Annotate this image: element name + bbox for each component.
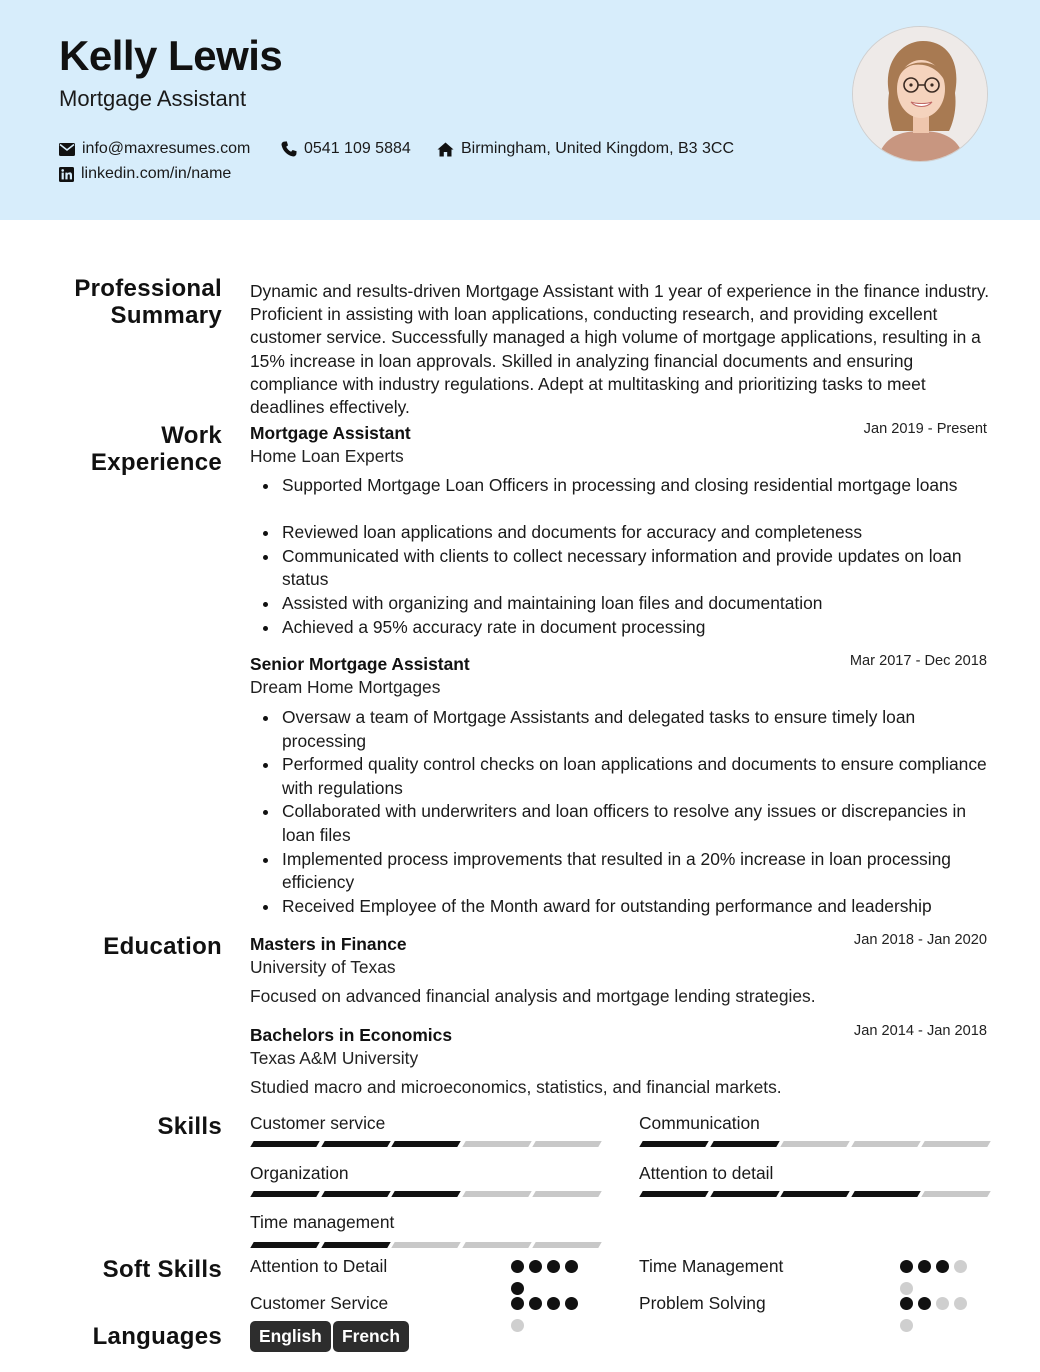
skill-level-bar (252, 1242, 600, 1248)
rating-dot (529, 1260, 542, 1273)
linkedin-icon (59, 167, 74, 182)
rating-dot (936, 1260, 949, 1273)
rating-dot (565, 1297, 578, 1310)
skill-level-segment (710, 1141, 779, 1147)
email-text: info@maxresumes.com (82, 140, 251, 157)
skill-level-segment (922, 1141, 991, 1147)
skill-level-segment (391, 1242, 460, 1248)
summary-heading-line-2: Summary (110, 302, 222, 329)
soft-skill-name: Attention to Detail (250, 1256, 388, 1276)
rating-dot (511, 1297, 524, 1310)
contact-phone[interactable] (281, 140, 411, 158)
rating-dot (547, 1297, 560, 1310)
experience-heading-line-1: Work (161, 422, 222, 449)
rating-dot (511, 1319, 524, 1332)
resume-header (0, 0, 1040, 220)
skill-name: Attention to detail (639, 1163, 774, 1183)
education-dates: Jan 2014 - Jan 2018 (853, 1023, 987, 1039)
skill-level-segment (533, 1191, 602, 1197)
job-company: Dream Home Mortgages (250, 677, 441, 697)
skill-level-segment (321, 1141, 390, 1147)
envelope-icon (59, 143, 75, 156)
address-text: Birmingham, United Kingdom, B3 3CC (461, 140, 735, 157)
job-dates: Jan 2019 - Present (863, 421, 987, 437)
school-name: Texas A&M University (250, 1048, 419, 1068)
skill-name: Customer service (250, 1113, 386, 1133)
skill-level-bar (252, 1191, 600, 1197)
rating-dot (565, 1260, 578, 1273)
skill-level-segment (851, 1141, 920, 1147)
summary-text: Dynamic and results-driven Mortgage Assistant with 1 year of experience in the finance industry. Proficient in assisting with loan applications, conducting research, and providing excellent customer service. Successfully managed a high volume of mortgage applications, resulting in a 15% increase in loan approvals. Skilled in analyzing financial documents and ensuring compliance with industry regulations. Adept at multitasking and prioritizing tasks to meet deadlines effectively. (250, 281, 990, 418)
job-bullet: Achieved a 95% accuracy rate in document processing (262, 616, 992, 640)
soft-skill-rating (900, 1297, 972, 1332)
rating-dot (900, 1297, 913, 1310)
soft-skill-name: Problem Solving (639, 1293, 766, 1313)
education-description: Studied macro and microeconomics, statistics, and financial markets. (250, 1077, 782, 1097)
soft-skill-rating (900, 1260, 972, 1295)
skill-level-segment (321, 1191, 390, 1197)
skill-level-segment (639, 1141, 708, 1147)
job-title: Senior Mortgage Assistant (250, 654, 470, 674)
skill-level-segment (851, 1191, 920, 1197)
skill-level-segment (321, 1242, 390, 1248)
skill-level-bar (641, 1141, 989, 1147)
skill-level-bar (641, 1191, 989, 1197)
home-icon (437, 142, 454, 157)
skill-level-bar (252, 1141, 600, 1147)
job-bullets (262, 706, 992, 918)
candidate-name: Kelly Lewis (59, 32, 283, 79)
skill-level-segment (462, 1191, 531, 1197)
job-company: Home Loan Experts (250, 446, 404, 466)
job-bullet: Supported Mortgage Loan Officers in processing and closing residential mortgage loans (262, 474, 992, 498)
job-bullet: Communicated with clients to collect necessary information and provide updates on loan status (262, 545, 992, 592)
skill-level-segment (391, 1191, 460, 1197)
languages-heading: Languages (92, 1323, 222, 1350)
contact-email[interactable] (59, 140, 250, 158)
skill-level-segment (780, 1191, 849, 1197)
job-dates: Mar 2017 - Dec 2018 (849, 653, 987, 669)
skill-level-segment (533, 1141, 602, 1147)
soft-skill-name: Customer Service (250, 1293, 389, 1313)
education-dates: Jan 2018 - Jan 2020 (853, 932, 987, 948)
soft-skill-rating (511, 1297, 583, 1332)
job-bullet: Implemented process improvements that resulted in a 20% increase in loan processing efficiency (262, 848, 992, 895)
rating-dot (900, 1319, 913, 1332)
experience-heading (91, 422, 222, 476)
skills-heading: Skills (157, 1113, 222, 1140)
education-description: Focused on advanced financial analysis and mortgage lending strategies. (250, 986, 816, 1006)
rating-dot (529, 1297, 542, 1310)
skill-level-segment (780, 1141, 849, 1147)
soft-skills-heading: Soft Skills (102, 1256, 222, 1283)
rating-dot (547, 1260, 560, 1273)
rating-dot (954, 1297, 967, 1310)
language-badge: French (333, 1321, 409, 1352)
skill-level-segment (639, 1191, 708, 1197)
rating-dot (936, 1297, 949, 1310)
experience-heading-line-2: Experience (90, 449, 222, 476)
job-title: Mortgage Assistant (250, 423, 411, 443)
job-bullets (262, 474, 992, 639)
soft-skill-name: Time Management (639, 1256, 784, 1276)
skill-level-segment (250, 1242, 319, 1248)
job-bullet: Received Employee of the Month award for outstanding performance and leadership (262, 895, 992, 919)
summary-heading (74, 275, 222, 329)
school-name: University of Texas (250, 957, 396, 977)
job-bullet: Collaborated with underwriters and loan officers to resolve any issues or discrepancies in loan files (262, 800, 992, 847)
skill-level-segment (710, 1191, 779, 1197)
skill-level-segment (462, 1242, 531, 1248)
linkedin-text: linkedin.com/in/name (81, 165, 232, 182)
degree-title: Masters in Finance (250, 934, 407, 954)
job-bullet: Assisted with organizing and maintaining loan files and documentation (262, 592, 992, 616)
skill-name: Organization (250, 1163, 349, 1183)
skill-level-segment (250, 1141, 319, 1147)
skill-name: Time management (250, 1212, 395, 1232)
education-heading: Education (103, 933, 222, 960)
job-bullet: Performed quality control checks on loan applications and documents to ensure compliance with regulations (262, 753, 992, 800)
summary-heading-line-1: Professional (74, 275, 222, 302)
contact-address (437, 140, 734, 158)
language-badge: English (250, 1321, 331, 1352)
skill-level-segment (462, 1141, 531, 1147)
rating-dot (900, 1260, 913, 1273)
rating-dot (954, 1260, 967, 1273)
job-bullet: Oversaw a team of Mortgage Assistants and delegated tasks to ensure timely loan processing (262, 706, 992, 753)
job-bullet: Reviewed loan applications and documents for accuracy and completeness (262, 521, 992, 545)
profile-photo (852, 26, 988, 162)
skill-name: Communication (639, 1113, 760, 1133)
skill-level-segment (391, 1141, 460, 1147)
rating-dot (900, 1282, 913, 1295)
skill-level-segment (922, 1191, 991, 1197)
skill-level-segment (250, 1191, 319, 1197)
rating-dot (918, 1297, 931, 1310)
rating-dot (511, 1282, 524, 1295)
contact-linkedin[interactable] (59, 165, 231, 183)
candidate-role: Mortgage Assistant (59, 86, 247, 111)
skill-level-segment (533, 1242, 602, 1248)
degree-title: Bachelors in Economics (250, 1025, 452, 1045)
soft-skill-rating (511, 1260, 583, 1295)
rating-dot (918, 1260, 931, 1273)
phone-text: 0541 109 5884 (304, 140, 411, 157)
phone-icon (281, 141, 297, 157)
rating-dot (511, 1260, 524, 1273)
